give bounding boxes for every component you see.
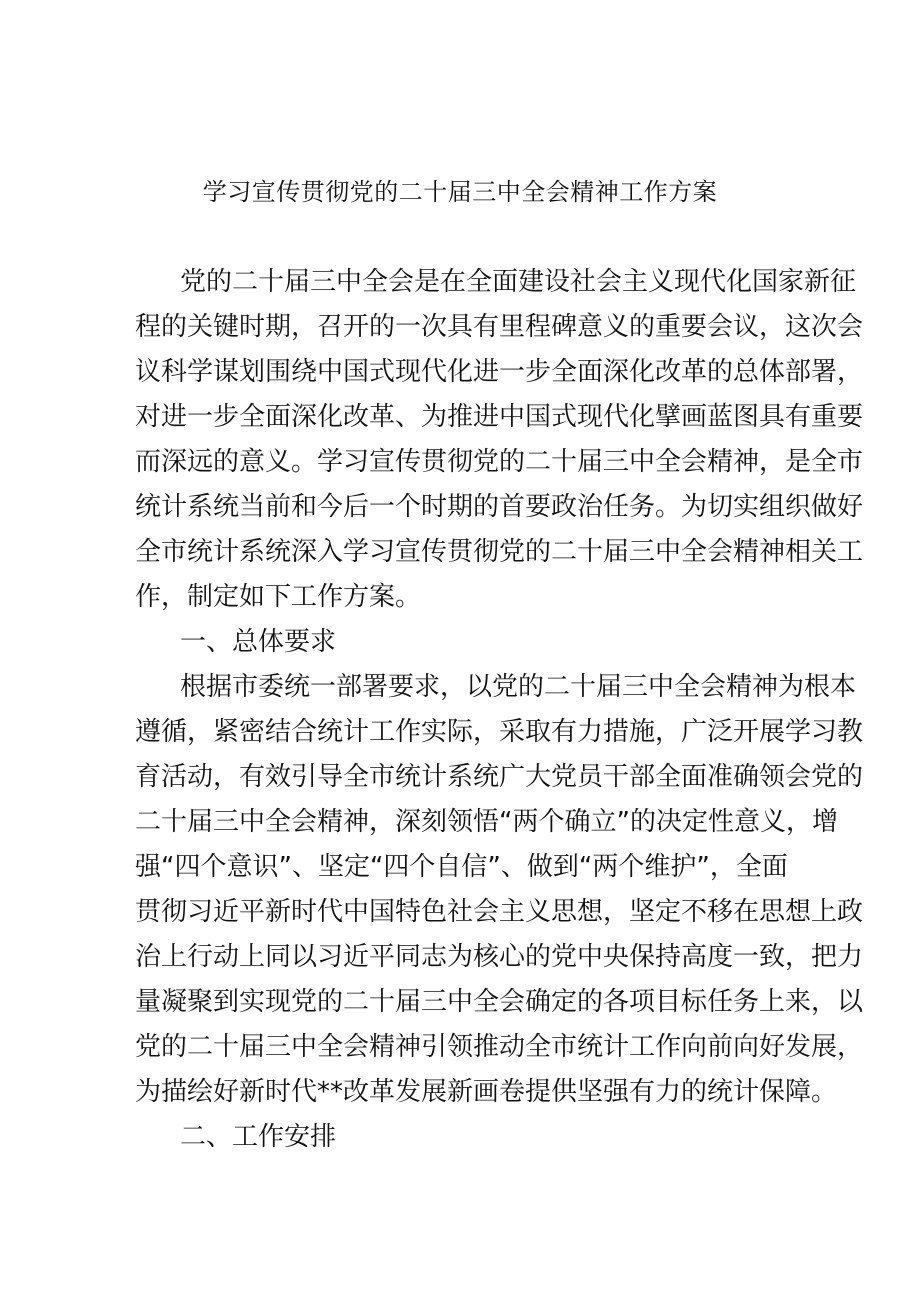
paragraph-2-line-8: 量凝聚到实现党的二十届三中全会确定的各项目标任务上来，以 [135,987,864,1017]
paragraph-2-line-3: 育活动，有效引导全市统计系统广大党员干部全面准确领会党的 [135,762,864,792]
paragraph-1-line-6: 统计系统当前和今后一个时期的首要政治任务。为切实组织做好 [135,492,864,522]
paragraph-2-line-10: 为描绘好新时代**改革发展新画卷提供坚强有力的统计保障。 [135,1077,838,1107]
paragraph-2-line-1: 根据市委统一部署要求，以党的二十届三中全会精神为根本 [180,672,857,702]
paragraph-1-line-4: 对进一步全面深化改革、为推进中国式现代化擘画蓝图具有重要 [135,402,864,432]
paragraph-2-line-7: 治上行动上同以习近平同志为核心的党中央保持高度一致，把力 [135,942,864,972]
paragraph-1-line-7: 全市统计系统深入学习宣传贯彻党的二十届三中全会精神相关工 [135,537,864,567]
paragraph-1-line-8: 作，制定如下工作方案。 [135,582,422,612]
section-heading-work-arrangement: 二、工作安排 [180,1122,337,1152]
paragraph-1-line-5: 而深远的意义。学习宣传贯彻党的二十届三中全会精神，是全市 [135,447,864,477]
paragraph-2-line-9: 党的二十届三中全会精神引领推动全市统计工作向前向好发展， [135,1032,864,1062]
document-title: 学习宣传贯彻党的二十届三中全会精神工作方案 [202,178,718,206]
paragraph-2-line-6: 贯彻习近平新时代中国特色社会主义思想，坚定不移在思想上政 [135,897,864,927]
paragraph-1-line-2: 程的关键时期，召开的一次具有里程碑意义的重要会议，这次会 [135,312,864,342]
paragraph-2-line-4: 二十届三中全会精神，深刻领悟“两个确立”的决定性意义，增 [135,807,838,837]
paragraph-1-line-3: 议科学谋划围绕中国式现代化进一步全面深化改革的总体部署， [135,357,864,387]
section-heading-general-requirements: 一、总体要求 [180,627,337,657]
paragraph-1-line-1: 党的二十届三中全会是在全面建设社会主义现代化国家新征 [180,267,857,297]
paragraph-2-line-2: 遵循，紧密结合统计工作实际，采取有力措施，广泛开展学习教 [135,717,864,747]
paragraph-2-line-5: 强“四个意识”、坚定“四个自信”、做到“两个维护”，全面 [135,852,788,882]
